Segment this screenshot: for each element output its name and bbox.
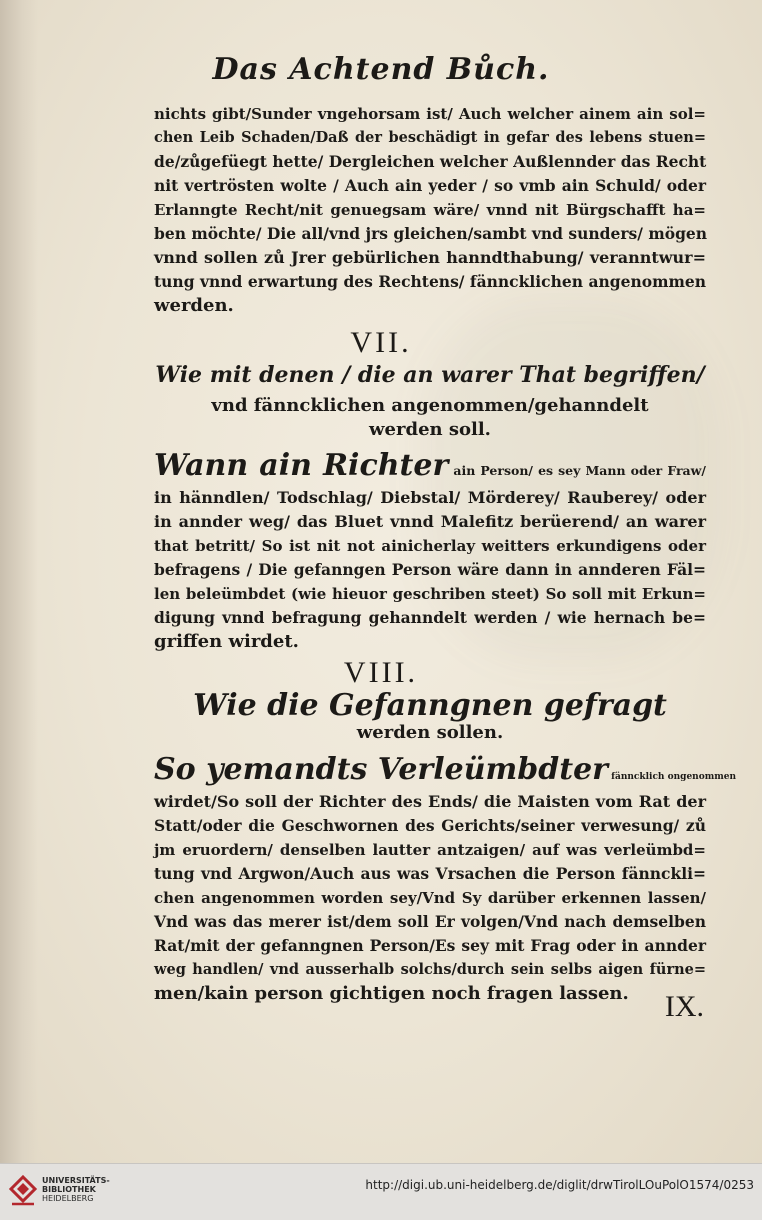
intro-line: werden. [154, 295, 234, 316]
viewer-footer [0, 1163, 762, 1220]
section-7-numeral: VII. [350, 326, 412, 359]
section-8-initial: So yemandts Verleümbdter [154, 752, 608, 787]
section-7-line: in annder weg/ das Bluet vnnd Malefitz berüerend/ an warer [154, 512, 706, 531]
section-7-line: griffen wirdet. [154, 631, 299, 652]
section-7-line: digung vnnd befragung gehanndelt werden / wie hernach be= [154, 608, 706, 627]
library-name-line: UNIVERSITÄTS- [42, 1176, 110, 1185]
section-8-line: men/kain person gichtigen noch fragen lassen. [154, 983, 629, 1004]
section-8-title: Wie die Gefanngnen gefragt [193, 688, 667, 723]
section-7-lead-line [154, 448, 706, 489]
intro-line: de/zůgefüegt hette/ Dergleichen welcher Außlennder das Recht [154, 152, 707, 171]
section-7-initial: Wann ain Richter [154, 448, 449, 483]
permalink-url[interactable]: http://digi.ub.uni-heidelberg.de/diglit/drwTirolLOuPolO1574/0253 [365, 1178, 754, 1192]
section-8-line: wirdet/So soll der Richter des Ends/ die Maisten vom Rat der [154, 792, 706, 811]
section-8-line: jm eruordern/ denselben lautter antzaigen/ auf was verleümbd= [154, 841, 706, 859]
catchword: IX. [664, 990, 704, 1023]
running-head: Das Achtend Bůch. [212, 52, 550, 87]
library-name-line: HEIDELBERG [42, 1194, 94, 1203]
section-7-title: Wie mit denen / die an warer That begriffen/ [155, 362, 705, 388]
intro-line: tung vnnd erwartung des Rechtens/ fänncklichen angenommen [154, 272, 706, 291]
section-7-subtitle: vnd fänncklichen angenommen/gehanndelt [211, 395, 649, 416]
library-name-line: BIBLIOTHEK [42, 1185, 96, 1194]
section-8-lead-text: fänncklich ongenommen [611, 772, 737, 782]
section-7-lead-text: ain Person/ es sey Mann oder Fraw/ [453, 463, 706, 478]
university-library-logo-icon[interactable] [8, 1174, 38, 1210]
section-7-line: len beleümbdet (wie hieuor geschriben steet) So soll mit Erkun= [154, 585, 706, 603]
intro-line: chen Leib Schaden/Daß der beschädigt in gefar des lebens stuen= [154, 129, 706, 146]
intro-line: ben möchte/ Die all/vnd jrs gleichen/sambt vnd sunders/ mögen [154, 224, 708, 243]
section-8-numeral: VIII. [343, 656, 419, 689]
section-8-line: Statt/oder die Geschwornen des Gerichts/seiner verwesung/ zů [154, 816, 706, 835]
intro-line: nichts gibt/Sunder vngehorsam ist/ Auch welcher ainem ain sol= [154, 105, 706, 123]
section-8-line: tung vnd Argwon/Auch aus was Vrsachen die Person fännckli= [154, 864, 706, 883]
intro-line: nit vertrösten wolte / Auch ain yeder / so vmb ain Schuld/ oder [154, 176, 706, 195]
section-8-line: chen angenommen worden sey/Vnd Sy darüber erkennen lassen/ [154, 889, 706, 907]
section-7-line: that betritt/ So ist nit not ainicherlay weitters erkundigens oder [154, 537, 706, 555]
section-8-line: weg handlen/ vnd ausserhalb solchs/durch sein selbs aigen fürne= [154, 961, 706, 978]
section-7-subtitle: werden soll. [369, 419, 491, 440]
section-7-line: befragens / Die gefanngen Person wäre dann in annderen Fäl= [154, 560, 706, 579]
section-8-subtitle: werden sollen. [356, 722, 504, 743]
section-7-line: in hänndlen/ Todschlag/ Diebstal/ Mörderey/ Rauberey/ oder [154, 488, 706, 507]
section-8-line: Rat/mit der gefanngnen Person/Es sey mit Frag oder in annder [154, 936, 706, 955]
section-8-lead-line [154, 752, 737, 795]
library-name[interactable] [42, 1176, 110, 1203]
section-8-line: Vnd was das merer ist/dem soll Er volgen/Vnd nach demselben [154, 912, 706, 931]
page-gutter-shadow [0, 0, 38, 1163]
intro-line: Erlanngte Recht/nit genuegsam wäre/ vnnd nit Bürgschafft ha= [154, 201, 706, 219]
intro-line: vnnd sollen zů Jrer gebürlichen hanndthabung/ veranntwur= [154, 248, 706, 267]
